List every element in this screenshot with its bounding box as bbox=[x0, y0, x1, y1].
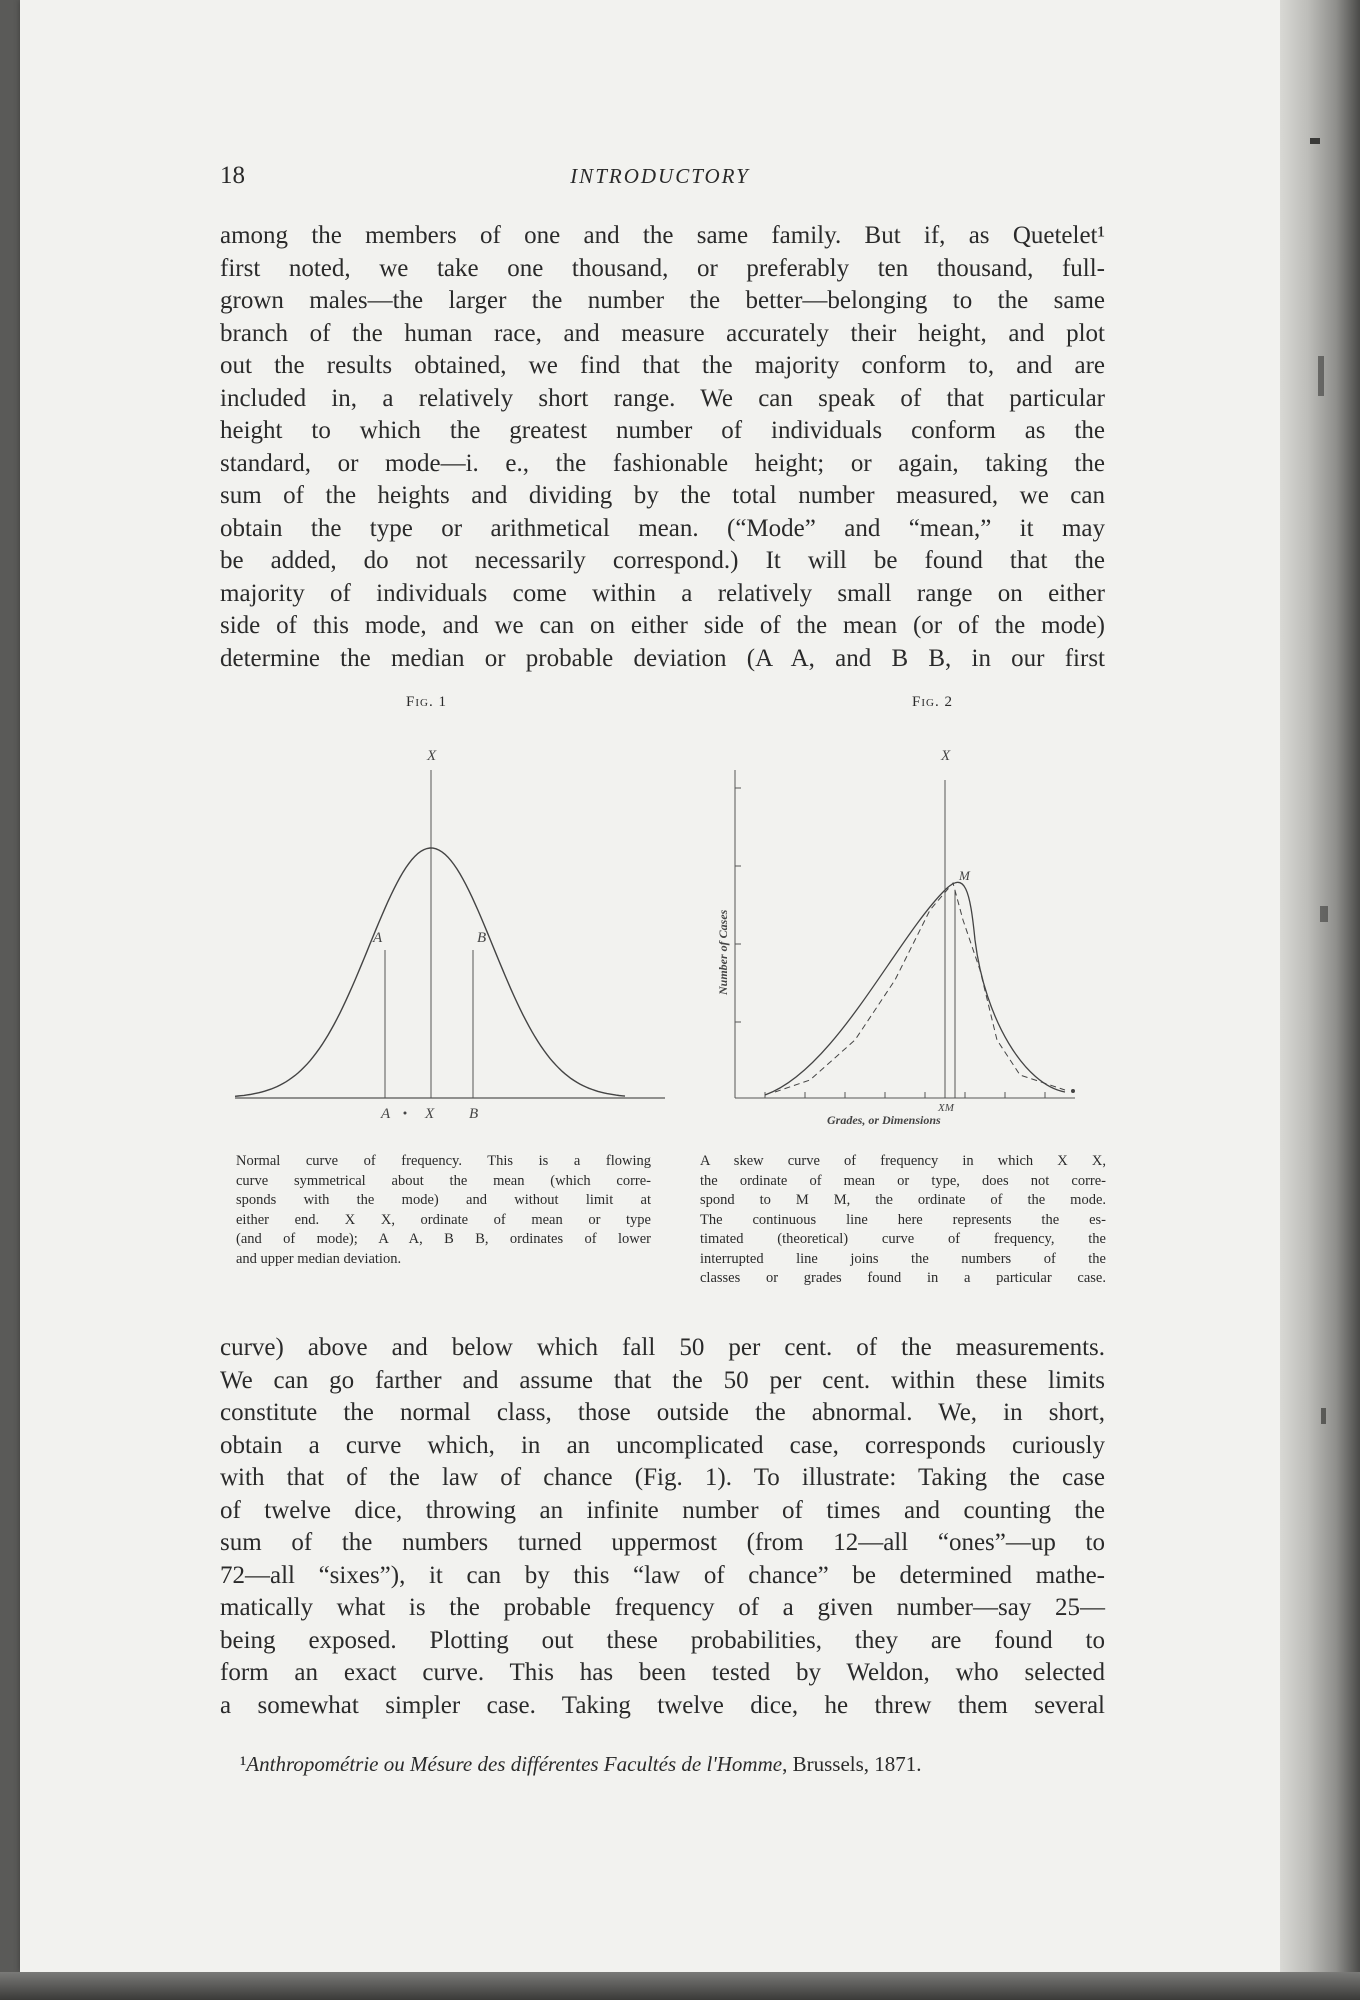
text-line: standard, or mode—i. e., the fashionable height; or again, taking the bbox=[220, 449, 1105, 477]
fig1-normal-curve-line bbox=[235, 848, 625, 1096]
running-head: INTRODUCTORY bbox=[570, 164, 750, 188]
fig1-b-label: B bbox=[477, 930, 487, 946]
text-line: grown males—the larger the number the better—belonging to the same bbox=[220, 287, 1105, 314]
caption-line: the ordinate of mean or type, does not corre- bbox=[700, 1172, 1106, 1189]
footnote-rest: , Brussels, 1871. bbox=[782, 1752, 922, 1776]
edge-mark bbox=[1321, 1408, 1326, 1424]
caption-line: timated (theoretical) curve of frequency, the bbox=[700, 1231, 1106, 1247]
fig1-axis-a-label: A bbox=[381, 1106, 391, 1120]
text-line: height to which the greatest number of individuals conform as the bbox=[220, 417, 1105, 444]
text-line: form an exact curve. This has been tested by Weldon, who selected bbox=[220, 1659, 1105, 1686]
caption-line: (and of mode); A A, B B, ordinates of lower bbox=[236, 1231, 651, 1247]
text-line: of twelve dice, throwing an infinite number of times and counting the bbox=[220, 1496, 1105, 1524]
caption-line: sponds with the mode) and without limit at bbox=[236, 1192, 651, 1208]
text-line: branch of the human race, and measure accurately their height, and plot bbox=[220, 319, 1105, 347]
text-line: with that of the law of chance (Fig. 1). To illustrate: Taking the case bbox=[220, 1464, 1105, 1491]
caption-line: curve symmetrical about the mean (which corre- bbox=[236, 1172, 651, 1189]
figure-2-skew-curve bbox=[705, 740, 1110, 1140]
figure-2-label: Fig. 2 bbox=[912, 694, 953, 710]
text-line: curve) above and below which fall 50 per cent. of the measurements. bbox=[220, 1334, 1105, 1361]
footnote-marker: ¹ bbox=[240, 1752, 247, 1776]
caption-line: either end. X X, ordinate of mean or type bbox=[236, 1211, 651, 1228]
fig2-x-top-label: X bbox=[941, 748, 951, 764]
figure-1-label: Fig. 1 bbox=[406, 694, 447, 710]
fig2-theoretical-curve bbox=[765, 882, 1065, 1095]
caption-line: and upper median deviation. bbox=[236, 1250, 402, 1267]
caption-line: The continuous line here represents the es- bbox=[700, 1211, 1106, 1228]
text-line: 72—all “sixes”), it can by this “law of chance” be determined mathe- bbox=[220, 1561, 1105, 1589]
page-header bbox=[220, 160, 1100, 200]
fig2-end-dot bbox=[1071, 1089, 1075, 1093]
text-line: constitute the normal class, those outside the abnormal. We, in short, bbox=[220, 1399, 1105, 1426]
figure-1-normal-curve bbox=[235, 740, 670, 1120]
caption-line: interrupted line joins the numbers of the bbox=[700, 1250, 1106, 1267]
text-line: side of this mode, and we can on either side of the mean (or of the mode) bbox=[220, 612, 1105, 639]
caption-line: A skew curve of frequency in which X X, bbox=[700, 1153, 1106, 1169]
fig1-a-label: A bbox=[373, 930, 383, 946]
footnote-title: Anthropométrie ou Mésure des différentes Facultés de l'Homme bbox=[246, 1752, 783, 1776]
book-binding-shadow bbox=[1280, 0, 1360, 2000]
caption-line: Normal curve of frequency. This is a flowing bbox=[236, 1153, 651, 1169]
fig1-axis-x-label: X bbox=[425, 1106, 435, 1120]
figure-2-caption bbox=[700, 1152, 1106, 1289]
body-paragraph-1 bbox=[220, 220, 1105, 675]
fig2-x-axis-title: Grades, or Dimensions bbox=[827, 1113, 941, 1127]
fig2-y-ticks bbox=[735, 788, 741, 1022]
fig1-axis-b-label: B bbox=[469, 1106, 479, 1120]
edge-mark bbox=[1310, 138, 1320, 144]
edge-mark bbox=[1320, 906, 1328, 922]
page-bottom-shadow bbox=[0, 1972, 1360, 2000]
footnote bbox=[240, 1752, 1100, 1777]
caption-line: classes or grades found in a particular case. bbox=[700, 1270, 1106, 1286]
text-line: sum of the heights and dividing by the total number measured, we can bbox=[220, 482, 1105, 509]
fig2-x-ticks bbox=[765, 1092, 1045, 1098]
fig1-x-top-label: X bbox=[427, 748, 437, 764]
figure-1-caption bbox=[236, 1152, 651, 1269]
text-line: first noted, we take one thousand, or preferably ten thousand, full- bbox=[220, 254, 1105, 282]
body-paragraph-2 bbox=[220, 1332, 1105, 1722]
fig1-axis-dot bbox=[404, 1112, 407, 1115]
fig2-axis-xm-label: XM bbox=[938, 1102, 954, 1114]
fig2-y-axis-title: Number of Cases bbox=[716, 909, 730, 995]
text-line: among the members of one and the same family. But if, as Quetelet¹ bbox=[220, 222, 1105, 249]
text-line: obtain the type or arithmetical mean. (“Mode” and “mean,” it may bbox=[220, 514, 1105, 542]
text-line: matically what is the probable frequency of a given number—say 25— bbox=[220, 1594, 1105, 1621]
text-line: included in, a relatively short range. We can speak of that particular bbox=[220, 384, 1105, 412]
text-line: obtain a curve which, in an uncomplicated case, corresponds curiously bbox=[220, 1431, 1105, 1459]
text-line: out the results obtained, we find that the majority conform to, and are bbox=[220, 352, 1105, 379]
text-line: majority of individuals come within a relatively small range on either bbox=[220, 579, 1105, 607]
edge-mark bbox=[1318, 356, 1324, 396]
text-line: being exposed. Plotting out these probabilities, they are found to bbox=[220, 1626, 1105, 1654]
caption-line: spond to M M, the ordinate of the mode. bbox=[700, 1192, 1106, 1208]
text-line: determine the median or probable deviation (A A, and B B, in our first bbox=[220, 644, 1105, 672]
text-line: be added, do not necessarily correspond.) It will be found that the bbox=[220, 547, 1105, 574]
page-number: 18 bbox=[220, 162, 245, 189]
text-line: We can go farther and assume that the 50 per cent. within these limits bbox=[220, 1366, 1105, 1394]
text-line: sum of the numbers turned uppermost (from 12—all “ones”—up to bbox=[220, 1529, 1105, 1556]
fig2-observed-curve bbox=[775, 883, 1065, 1092]
fig2-m-label: M bbox=[959, 868, 970, 883]
text-line: a somewhat simpler case. Taking twelve dice, he threw them several bbox=[220, 1691, 1105, 1719]
